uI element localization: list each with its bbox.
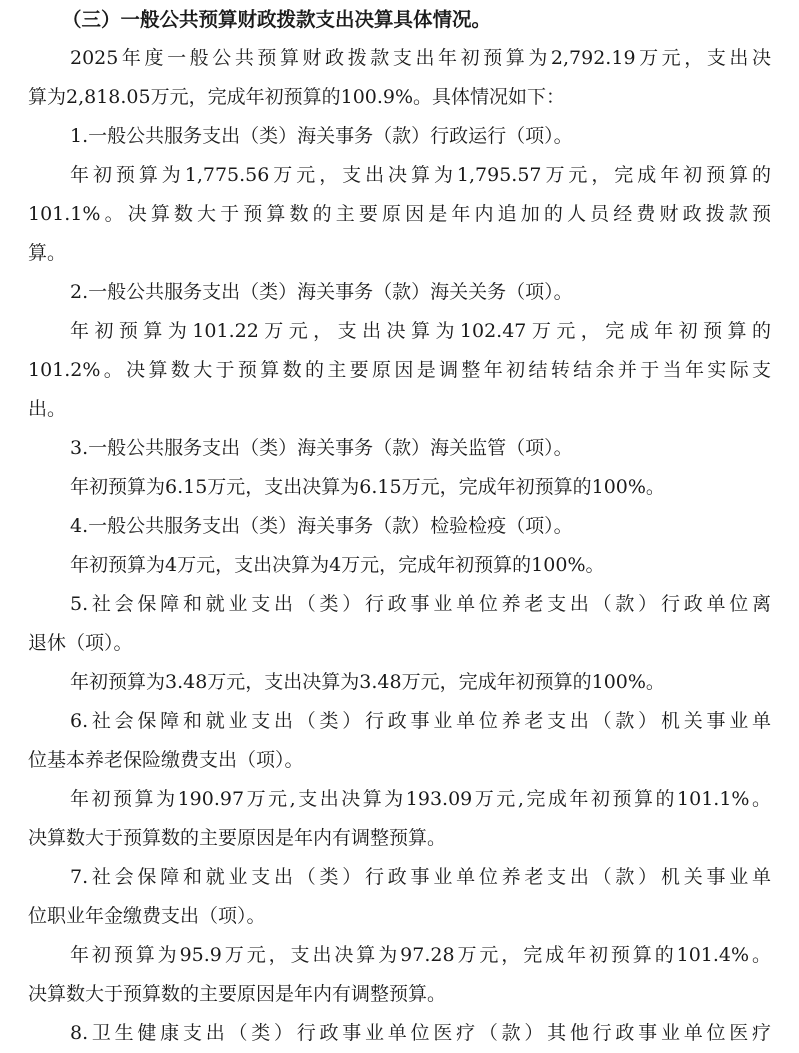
paragraph-line: 年初预算为1,775.56万元，支出决算为1,795.57万元，完成年初预算的 [70,164,771,186]
paragraph-line: 2025年度一般公共预算财政拨款支出年初预算为2,792.19万元，支出决 [70,47,771,69]
item-heading-continuation: 退休（项）。 [28,632,133,654]
item-heading-continuation: 位职业年金缴费支出（项）。 [28,905,266,927]
section-heading: （三）一般公共预算财政拨款支出决算具体情况。 [62,8,492,31]
item-heading: 8.卫生健康支出（类）行政事业单位医疗（款）其他行政事业单位医疗 [70,1022,771,1044]
item-heading: 1.一般公共服务支出（类）海关事务（款）行政运行（项）。 [70,125,573,147]
paragraph-line: 101.2%。决算数大于预算数的主要原因是调整年初结转结余并于当年实际支 [28,359,771,381]
paragraph-line: 年初预算为190.97万元,支出决算为193.09万元,完成年初预算的101.1%。 [70,788,771,810]
item-heading: 6.社会保障和就业支出（类）行政事业单位养老支出（款）机关事业单 [70,710,771,732]
item-heading: 5.社会保障和就业支出（类）行政事业单位养老支出（款）行政单位离 [70,593,771,615]
paragraph-line: 年初预算为101.22万元，支出决算为102.47万元，完成年初预算的 [70,320,771,342]
item-heading: 7.社会保障和就业支出（类）行政事业单位养老支出（款）机关事业单 [70,866,771,888]
paragraph-line: 算。 [28,242,67,264]
paragraph-line: 年初预算为3.48万元，支出决算为3.48万元，完成年初预算的100%。 [70,671,665,693]
paragraph-line: 决算数大于预算数的主要原因是年内有调整预算。 [28,827,447,849]
paragraph-line: 101.1%。决算数大于预算数的主要原因是年内追加的人员经费财政拨款预 [28,203,771,225]
item-heading: 3.一般公共服务支出（类）海关事务（款）海关监管（项）。 [70,437,573,459]
item-heading: 4.一般公共服务支出（类）海关事务（款）检验检疫（项）。 [70,515,573,537]
paragraph-line: 年初预算为6.15万元，支出决算为6.15万元，完成年初预算的100%。 [70,476,665,498]
paragraph-line: 决算数大于预算数的主要原因是年内有调整预算。 [28,983,447,1005]
paragraph-line: 年初预算为4万元，支出决算为4万元，完成年初预算的100%。 [70,554,605,576]
paragraph-line: 年初预算为95.9万元，支出决算为97.28万元，完成年初预算的101.4%。 [70,944,771,966]
paragraph-line: 出。 [28,398,67,420]
item-heading-continuation: 位基本养老保险缴费支出（项）。 [28,749,304,771]
item-heading: 2.一般公共服务支出（类）海关事务（款）海关关务（项）。 [70,281,573,303]
paragraph-line: 算为2,818.05万元，完成年初预算的100.9%。具体情况如下： [28,86,566,108]
